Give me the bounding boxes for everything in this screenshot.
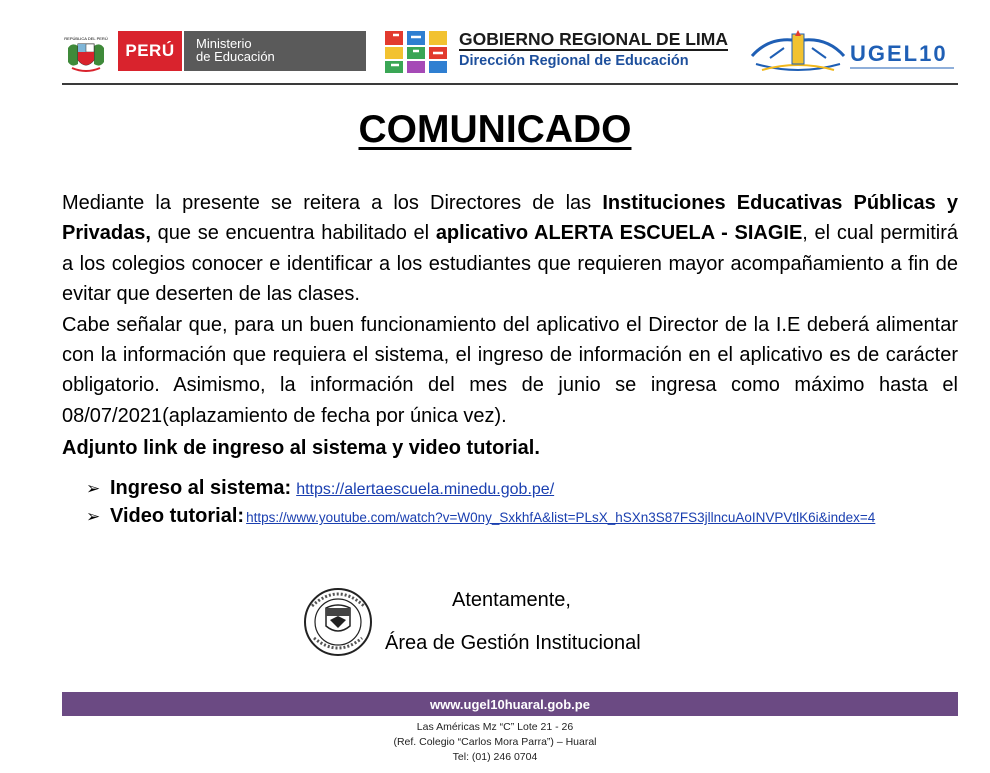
footer-address-line1: Las Américas Mz “C” Lote 21 - 26 — [416, 721, 574, 733]
attach-heading: Adjunto link de ingreso al sistema y video tutorial. — [62, 437, 540, 460]
p1-text-2: que se encuentra habilitado el — [150, 222, 436, 245]
letterhead — [0, 0, 990, 88]
footer-website: www.ugel10huaral.gob.pe — [430, 696, 590, 712]
footer-address-line2: (Ref. Colegio “Carlos Mora Parra”) – Huaral — [393, 736, 597, 748]
closing-text: Atentamente, — [452, 589, 571, 611]
grl-title: GOBIERNO REGIONAL DE LIMA — [459, 29, 728, 49]
ministry-line2: de Educación — [196, 49, 275, 64]
p1-bold-app: aplicativo ALERTA ESCUELA - SIAGIE — [435, 222, 803, 245]
link-label-ingreso: Ingreso al sistema: — [110, 477, 292, 499]
svg-text:REPÚBLICA DEL PERÚ: REPÚBLICA DEL PERÚ — [64, 36, 108, 41]
ministry-badge — [184, 31, 366, 71]
paragraph-2: Cabe señalar que, para un buen funcionamiento del aplicativo el Director de la I.E deberá alimentar con la información que requiera el sistema, el ingreso de información en el aplicativo es de carácter obligatorio. Asimismo, la información del mes de junio se ingresa como máximo hasta el 08/07/2021(aplazamiento de fecha por única vez). — [62, 313, 958, 427]
ministry-line1: Ministerio — [196, 36, 252, 51]
p1-bold-institutions: Instituciones Educativas Públicas y Privadas, — [62, 192, 959, 245]
signature-text: Área de Gestión Institucional — [385, 632, 641, 654]
header-divider — [62, 83, 958, 85]
paragraph-1 — [62, 188, 958, 310]
links-list — [86, 477, 966, 533]
peru-badge: PERÚ — [118, 31, 182, 71]
footer-website-band — [62, 692, 958, 716]
peru-coat-of-arms-icon — [62, 34, 110, 74]
footer-phone: Tel: (01) 246 0704 — [452, 751, 538, 763]
document-body — [62, 188, 958, 464]
grl-subtitle: Dirección Regional de Educación — [459, 53, 689, 69]
ugel-label: UGEL10 — [850, 41, 948, 66]
p1-text-1: Mediante la presente se reitera a los Directores de las — [62, 192, 603, 214]
document-title — [0, 108, 990, 152]
list-item — [86, 477, 966, 505]
gobierno-regional-logo-icon — [383, 29, 449, 75]
institutional-seal-icon — [302, 586, 374, 658]
document-title-text: COMUNICADO — [358, 108, 632, 151]
arrow-bullet-icon: ➢ — [86, 507, 101, 526]
ugel10-logo-icon — [748, 30, 958, 76]
link-alerta-escuela[interactable]: https://alertaescuela.minedu.gob.pe/ — [296, 481, 555, 498]
list-item — [86, 505, 966, 533]
link-video-tutorial[interactable]: https://www.youtube.com/watch?v=W0ny_SxkhfA&list=PLsX_hSXn3S87FS3jllncuAoINVPVtlK6i&index=4 — [246, 510, 876, 525]
p1-text-3: , el cual permitirá a los colegios conocer e identificar a los estudiantes que requieren mayor acompañamiento a fin de evitar que deserten de las clases. — [62, 222, 959, 306]
link-label-video: Video tutorial: — [110, 505, 245, 527]
arrow-bullet-icon: ➢ — [86, 479, 101, 498]
